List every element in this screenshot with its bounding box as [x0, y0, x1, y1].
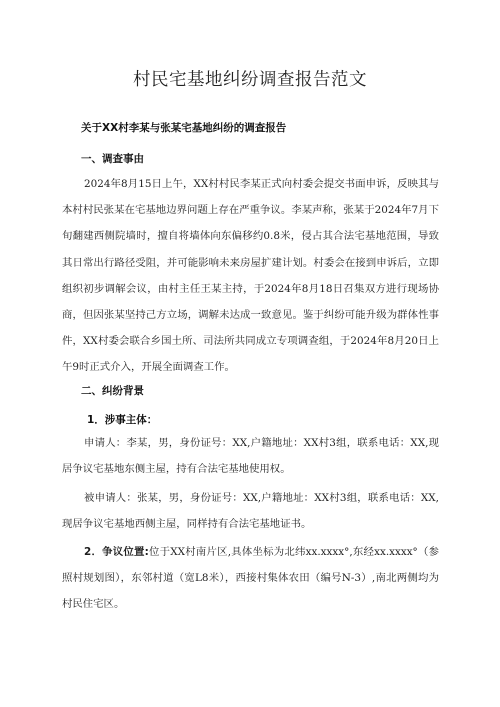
section-heading-investigation-cause: 一、调查事由: [81, 153, 144, 165]
document-title: 村民宅基地纠纷调查报告范文: [133, 70, 367, 90]
section-heading-dispute-background: 二、纠纷背景: [81, 385, 144, 397]
sub-heading-dispute-location: 2．争议位置:: [84, 546, 149, 558]
investigation-cause-paragraph: 2024年8月15日上午，XX村村民李某正式向村委会提交书面申诉，反映其与本村村民张某在宅基地边界问题上存在严重争议。李某声称，张某于2024年7月下旬翻建西侧院墙时，擅自将墙体向东偏移约0.8米，侵占其合法宅基地范围，导致其日常出行路径受阻，并可能影响未来房屋扩建计划。村委会在接到申诉后，立即组织初步调解会议，由村主任王某主持，于2024年8月18日召集双方进行现场协商，但因张某坚持己方立场，调解未达成一致意见。鉴于纠纷可能升级为群体性事件，XX村委会联合乡国土所、司法所共同成立专项调查组，于2024年8月20日上午9时正式介入，开展全面调查工作。: [62, 178, 439, 374]
dispute-location-paragraph: [62, 539, 439, 618]
applicant-paragraph: 申请人：李某，男，身份证号：XX,户籍地址：XX村3组，联系电话：XX,现居争议宅基地东侧主屋，持有合法宅基地使用权。: [62, 437, 439, 476]
dispute-location-text: 位于XX村南片区,具体坐标为北纬xx.xxxx°,东经xx.xxxx°（参照村规划图），东邻村道（宽L8米），西接村集体农田（编号N-3）,南北两侧均为村民住宅区。: [62, 546, 440, 611]
report-subtitle: 关于XX村李某与张某宅基地纠纷的调查报告: [81, 122, 287, 134]
sub-heading-parties: 1．涉事主体：: [87, 414, 158, 426]
respondent-paragraph: 被申请人：张某，男，身份证号：XX,户籍地址：XX村3组，联系电话：XX,现居争议宅基地西侧主屋，同样持有合法宅基地证书。: [62, 492, 439, 531]
